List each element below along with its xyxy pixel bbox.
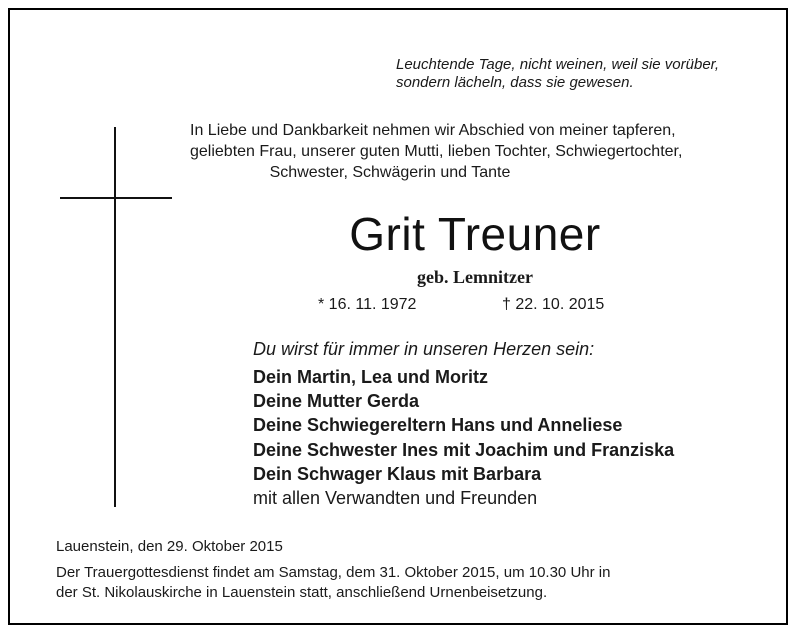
maiden-name: geb. Lemnitzer: [417, 267, 533, 287]
death-date: † 22. 10. 2015: [502, 296, 605, 313]
cross-icon-vertical-bar: [114, 127, 116, 507]
birth-date: * 16. 11. 1972: [318, 296, 417, 313]
mourner-line: Dein Martin, Lea und Moritz: [253, 367, 489, 387]
deceased-name: Grit Treuner: [349, 208, 601, 260]
motto-line-1: Leuchtende Tage, nicht weinen, weil sie vorüber,: [396, 56, 719, 73]
mourners-list: [253, 365, 674, 510]
closing-line: Du wirst für immer in unseren Herzen sein:: [253, 339, 595, 359]
motto-quote: [396, 56, 719, 92]
motto-line-2: sondern lächeln, dass sie gewesen.: [396, 74, 634, 91]
cross-icon-horizontal-bar: [60, 197, 172, 199]
mourners-extra: mit allen Verwandten und Freunden: [253, 488, 538, 509]
mourner-line: Deine Mutter Gerda: [253, 391, 420, 412]
mourner-line: Dein Schwager Klaus mit Barbara: [253, 463, 542, 484]
place-date: Lauenstein, den 29. Oktober 2015: [56, 538, 283, 555]
service-line-2: der St. Nikolauskirche in Lauenstein statt, anschließend Urnenbeisetzung.: [56, 584, 548, 601]
mourner-line: Deine Schwiegereltern Hans und Anneliese: [253, 415, 623, 436]
intro-line-2: geliebten Frau, unserer guten Mutti, lieben Tochter, Schwiegertochter,: [190, 143, 683, 160]
intro-line-3: Schwester, Schwägerin und Tante: [269, 164, 511, 181]
mourner-line: Deine Schwester Ines mit Joachim und Franziska: [253, 439, 675, 460]
intro-text: [190, 120, 683, 183]
intro-line-1: In Liebe und Dankbarkeit nehmen wir Abschied von meiner tapferen,: [190, 122, 676, 139]
service-notice: [56, 563, 768, 603]
service-line-1: Der Trauergottesdienst findet am Samstag, dem 31. Oktober 2015, um 10.30 Uhr in: [56, 564, 611, 581]
obituary-frame: [8, 8, 788, 625]
